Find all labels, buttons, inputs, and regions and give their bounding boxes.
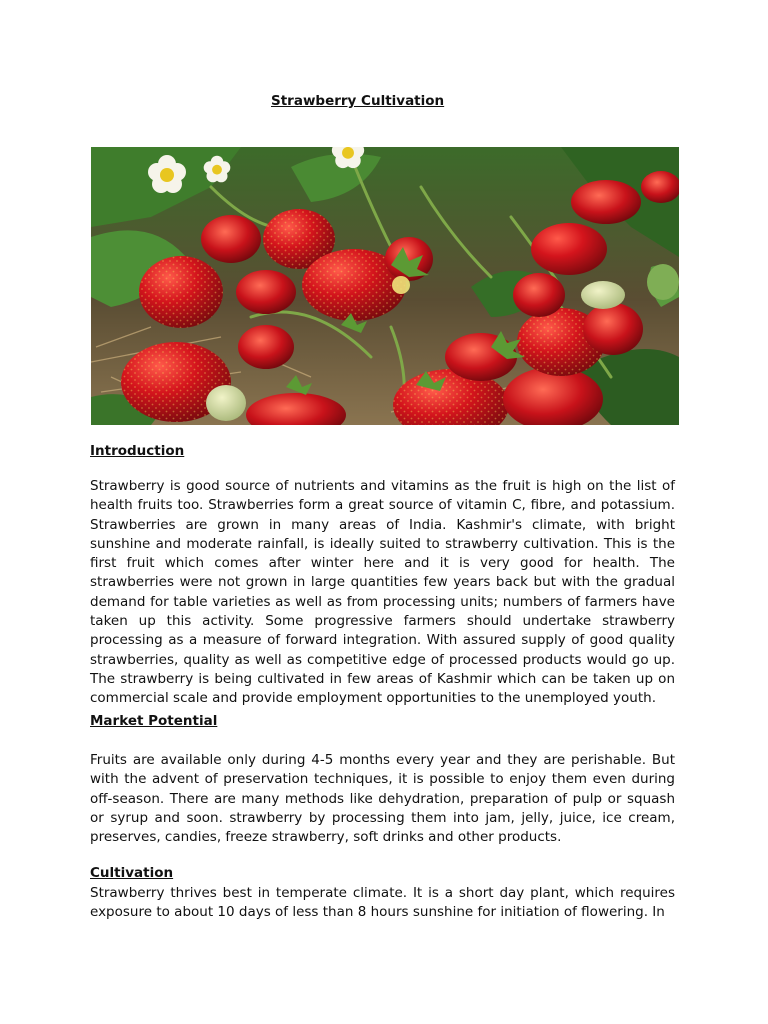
section-paragraph-introduction: Strawberry is good source of nutrients and vitamins as the fruit is high on the list of health fruits too. Strawberries form a great source of vitamin C, fibre, and potassium. Strawberries are grown in many areas of India. Kashmir's climate, with bright sunshine and moderate rainfall, is ideally suited to strawberry cultivation. This is the first fruit which comes after winter here and it is very good for health. The strawberries were not grown in large quantities few years back but with the gradual demand for table varieties as well as from processing units; numbers of farmers have taken up this activity. Some progressive farmers should undertake strawberry processing as a measure of forward integration. With assured supply of good quality strawberries, quality as well as competitive edge of processed products would go up. The strawberry is being cultivated in few areas of Kashmir which can be taken up on commercial scale and provide employment opportunities to the unemployed youth. xyxy=(90,478,675,707)
section-heading-introduction: Introduction xyxy=(90,443,185,459)
strawberry-photo xyxy=(91,147,679,425)
page-title: Strawberry Cultivation xyxy=(271,93,445,109)
section-heading-market-potential: Market Potential xyxy=(90,713,218,729)
section-paragraph-cultivation: Strawberry thrives best in temperate climate. It is a short day plant, which requires exposure to about 10 days of less than 8 hours sunshine for initiation of flowering. In xyxy=(90,885,675,921)
section-paragraph-market-potential: Fruits are available only during 4-5 months every year and they are perishable. But with the advent of preservation techniques, it is possible to enjoy them even during off-season. There are many methods like dehydration, preparation of pulp or squash or syrup and soon. strawberry by processing them into jam, jelly, juice, ice cream, preserves, candies, freeze strawberry, soft drinks and other products. xyxy=(90,752,675,846)
section-heading-cultivation: Cultivation xyxy=(90,865,174,881)
